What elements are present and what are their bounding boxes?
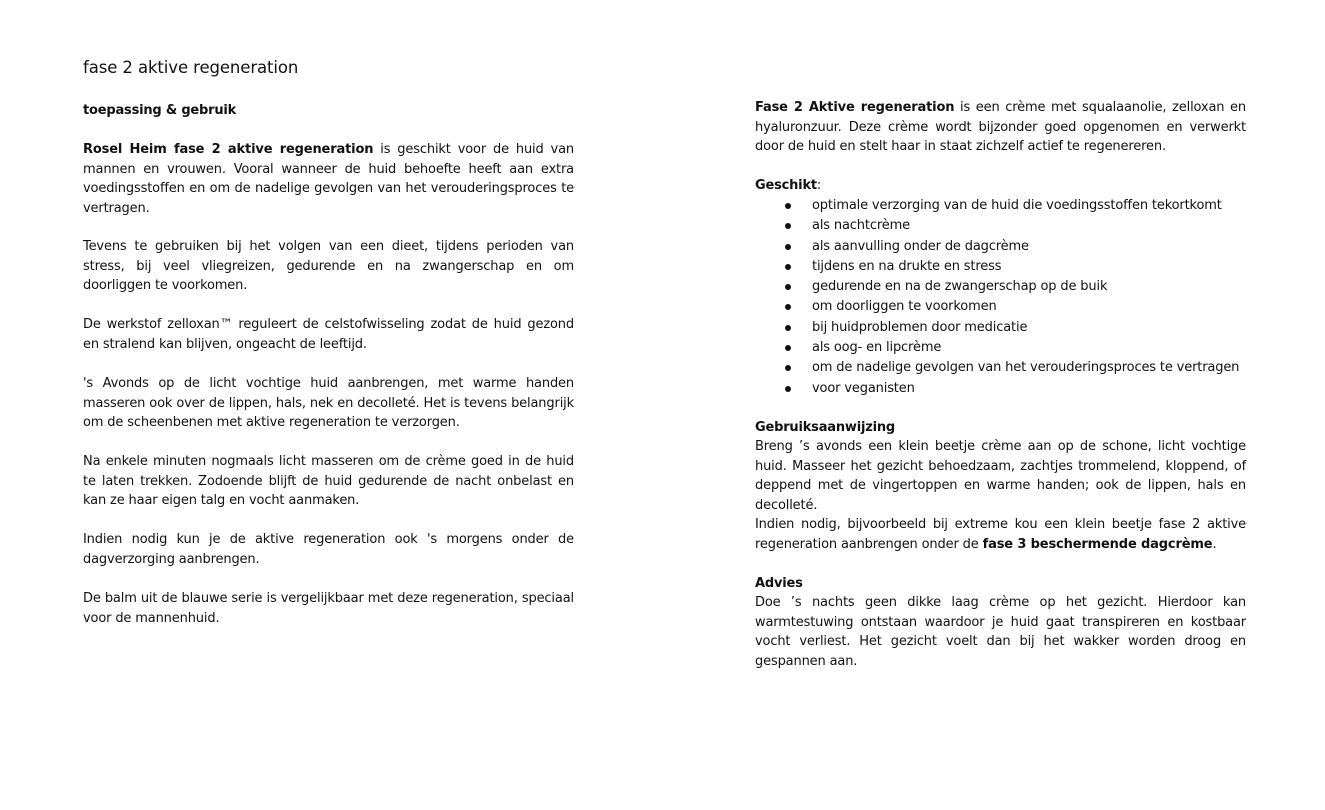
- usage-paragraph: Breng ’s avonds een klein beetje crème aan op de schone, licht vochtige huid. Masseer het gezicht behoedzaam, zachtjes trommelend, kloppend, of deppend met de vingertoppen en warme handen; ook de lippen, hals en decolleté.: [755, 439, 1246, 513]
- list-item: [755, 297, 1239, 317]
- bullet-icon: [785, 345, 791, 351]
- list-item-text: als nachtcrème: [812, 218, 910, 234]
- usage-note-text: Indien nodig, bijvoorbeeld bij extreme kou een klein beetje fase 2 aktive regeneration aanbrengen onder de: [755, 517, 1246, 552]
- intro-text: is geschikt voor de huid van mannen en vrouwen. Vooral wanneer de huid behoefte heeft aan extra voedingsstoffen en om de nadelige gevolgen van het verouderingsproces te vertragen.: [83, 142, 574, 216]
- bullet-icon: [785, 386, 791, 392]
- list-item: [755, 196, 1239, 216]
- section-heading-geschikt: [755, 176, 821, 196]
- section-heading-advies: Advies: [755, 576, 803, 591]
- usage-note-paragraph: [755, 515, 1246, 554]
- list-item: [755, 257, 1239, 277]
- bullet-icon: [785, 244, 791, 250]
- right-intro-text: is een crème met squalaanolie, zelloxan en hyaluronzuur. Deze crème wordt bijzonder goed opgenomen en verwerkt door de huid en stelt haar in staat zichzelf actief te regenereren.: [755, 100, 1246, 154]
- list-item: [755, 379, 1239, 399]
- list-item-text: als oog- en lipcrème: [812, 340, 942, 356]
- intro-paragraph: [83, 140, 574, 218]
- list-item: [755, 338, 1239, 358]
- right-product-name: Fase 2 Aktive regeneration: [755, 100, 955, 115]
- section-heading-toepassing: toepassing & gebruik: [83, 103, 237, 118]
- paragraph-balm: De balm uit de blauwe serie is vergelijkbaar met deze regeneration, speciaal voor de mannenhuid.: [83, 591, 574, 626]
- list-item: [755, 237, 1239, 257]
- geschikt-colon: :: [816, 178, 822, 193]
- product-name: Rosel Heim fase 2 aktive regeneration: [83, 142, 374, 157]
- list-item: [755, 318, 1239, 338]
- list-item: [755, 277, 1239, 297]
- list-item-text: voor veganisten: [812, 380, 915, 396]
- bullet-icon: [785, 365, 791, 371]
- list-item-text: gedurende en na de zwangerschap op de buik: [812, 279, 1108, 295]
- advice-paragraph: Doe ’s nachts geen dikke laag crème op het gezicht. Hierdoor kan warmtestuwing ontstaan waardoor je huid gaat transpireren en kostbaar vocht verliest. Het gezicht voelt dan bij het wakker worden droog en gespannen aan.: [755, 595, 1246, 669]
- bullet-icon: [785, 284, 791, 290]
- suitable-list: [755, 196, 1239, 399]
- bullet-icon: [785, 304, 791, 310]
- list-item-text: tijdens en na drukte en stress: [812, 258, 1002, 274]
- list-item: [755, 216, 1239, 236]
- list-item: [755, 358, 1239, 378]
- bullet-icon: [785, 223, 791, 229]
- paragraph-massage: Na enkele minuten nogmaals licht masseren om de crème goed in de huid te laten trekken. Zodoende blijft de huid gedurende de nacht onbelast en kan ze haar eigen talg en vocht aanmaken.: [83, 454, 574, 508]
- paragraph-usage-situations: Tevens te gebruiken bij het volgen van een dieet, tijdens perioden van stress, bij veel vliegreizen, gedurende en na zwangerschap en om doorliggen te voorkomen.: [83, 239, 574, 293]
- paragraph-evening-application: 's Avonds op de licht vochtige huid aanbrengen, met warme handen masseren ook over de lippen, hals, nek en decolleté. Het is tevens belangrijk om de scheenbenen met aktive regeneration te verzorgen.: [83, 376, 574, 430]
- usage-note-end: .: [1212, 536, 1217, 552]
- bullet-icon: [785, 325, 791, 331]
- usage-note-product: fase 3 beschermende dagcrème: [982, 536, 1213, 552]
- bullet-icon: [785, 203, 791, 209]
- document-title: fase 2 aktive regeneration: [83, 58, 299, 77]
- list-item-text: bij huidproblemen door medicatie: [812, 319, 1028, 335]
- section-heading-gebruiksaanwijzing: Gebruiksaanwijzing: [755, 420, 896, 435]
- list-item-text: om doorliggen te voorkomen: [812, 299, 997, 315]
- geschikt-label: Geschikt: [755, 178, 817, 193]
- list-item-text: als aanvulling onder de dagcrème: [812, 238, 1029, 254]
- bullet-icon: [785, 264, 791, 270]
- paragraph-morning-use: Indien nodig kun je de aktive regeneration ook 's morgens onder de dagverzorging aanbrengen.: [83, 532, 574, 567]
- paragraph-zelloxan: De werkstof zelloxan™ reguleert de celstofwisseling zodat de huid gezond en stralend kan blijven, ongeacht de leeftijd.: [83, 317, 574, 352]
- right-intro-paragraph: [755, 98, 1246, 157]
- list-item-text: optimale verzorging van de huid die voedingsstoffen tekortkomt: [812, 198, 1222, 213]
- list-item-text: om de nadelige gevolgen van het verouderingsproces te vertragen: [812, 360, 1240, 376]
